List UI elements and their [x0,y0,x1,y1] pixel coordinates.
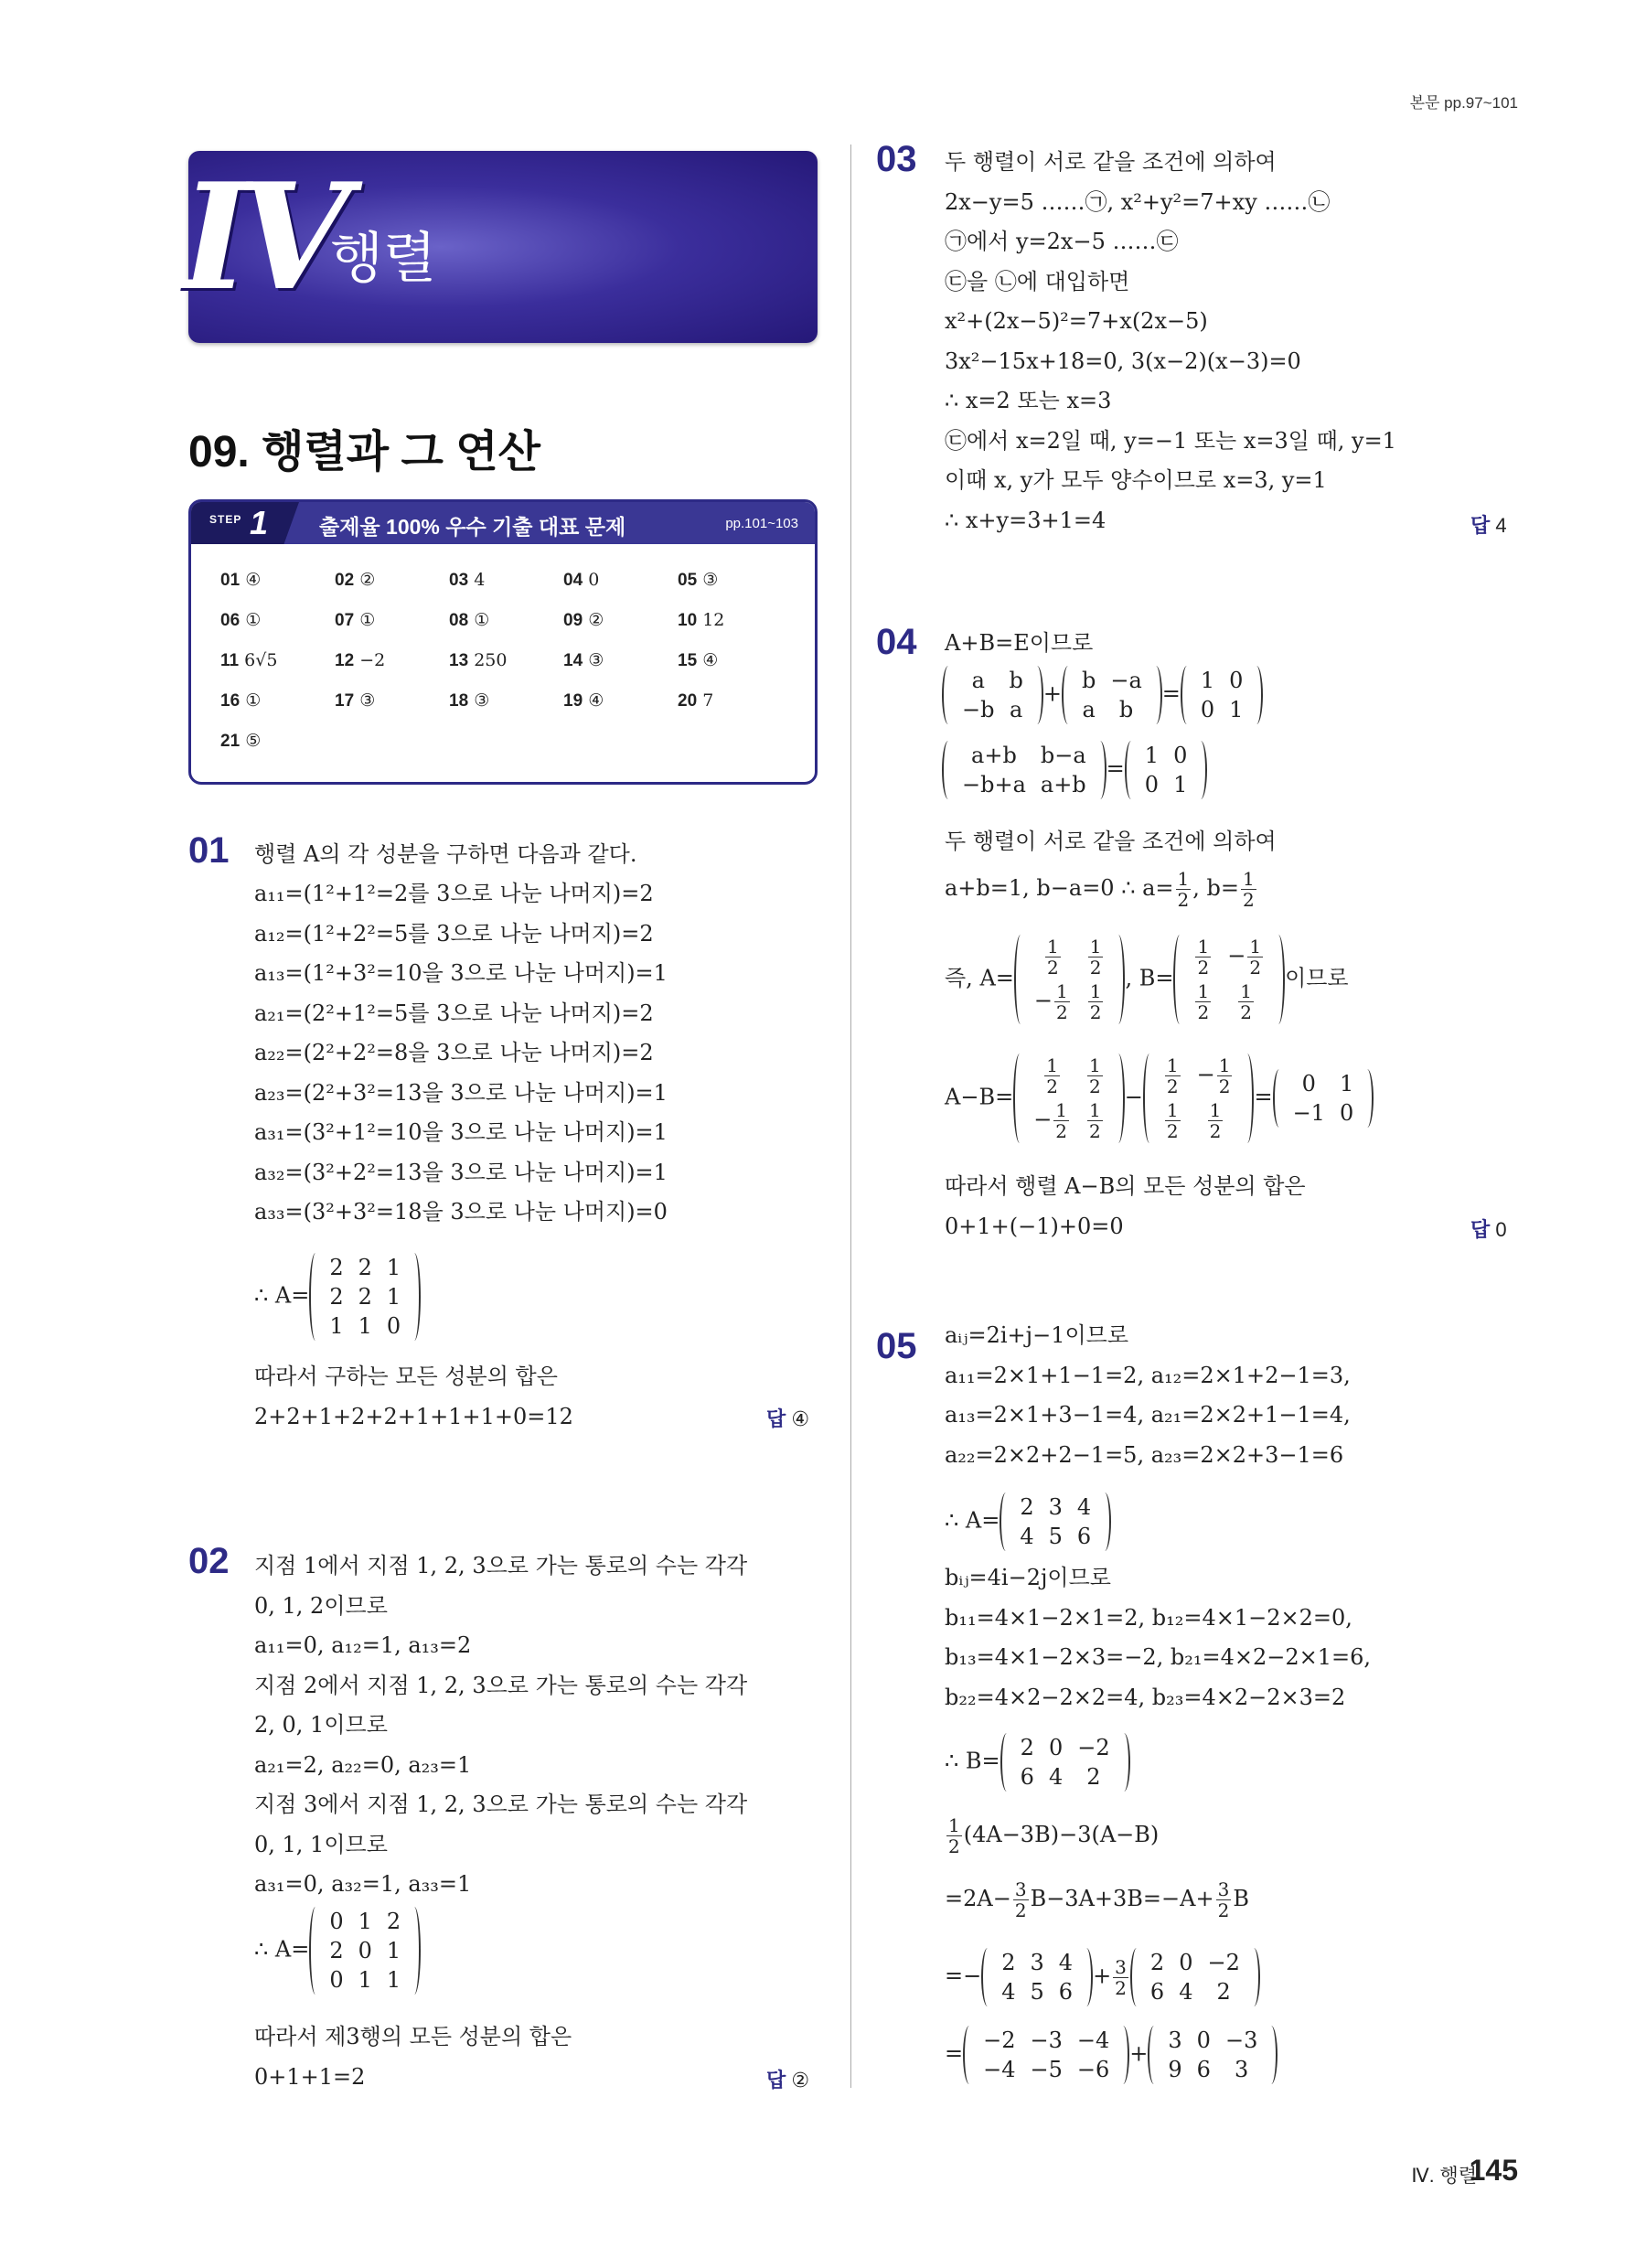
p05-line: a₂₂=2×2+2−1=5, a₂₃=2×2+3−1=6 [945,1441,1344,1468]
p05-matrix-neg-A: −2 −3 −4 −4 −5 −6 [963,2026,1129,2084]
p02-line: 2, 0, 1이므로 [254,1712,388,1738]
p05-line: a₁₃=2×1+3−1=4, a₂₁=2×2+1−1=4, [945,1402,1351,1428]
p05-line2: b₂₂=4×2−2×2=4, b₂₃=4×2−2×3=2 [945,1684,1346,1710]
p04-matrix-sum: a+b b−a −b+a a+b [942,741,1106,799]
answer-cell: 19 ④ [563,690,604,711]
p02-conclusion: 따라서 제3행의 모든 성분의 합은 [254,2024,572,2049]
p05-matrix-B-line: ∴ B= 2 0 −2 6 4 2 [945,1733,1130,1792]
p03-line: 이때 x, y가 모두 양수이므로 x=3, y=1 [945,467,1327,493]
problem-number-05: 05 [876,1326,917,1366]
p03-line: ㉠에서 y=2x−5 ……㉢ [945,229,1179,254]
step-title: 출제율 100% 우수 기출 대표 문제 [319,515,626,539]
p03-line: ∴ x=2 또는 x=3 [945,388,1112,413]
problem-number-02: 02 [188,1541,230,1581]
p02-line: 지점 1에서 지점 1, 2, 3으로 가는 통로의 수는 각각 [254,1553,748,1578]
p04-line3: 두 행렬이 서로 같을 조건에 의하여 [945,829,1277,854]
p05-expr4: = −2 −3 −4 −4 −5 −6 + 3 0 −3 9 6 3 [945,2026,1278,2084]
p04-matrix-A: $\frac{1}{2}$ $\frac{1}{2}$ − $\frac{1}{2}$ $\frac{1}{2}$ [1014,935,1126,1024]
step-word: STEP [209,513,242,526]
p04-line7: 따라서 행렬 A−B의 모든 성분의 합은 [945,1173,1306,1199]
p03-line: ∴ x+y=3+1=4 [945,507,1106,533]
p05-line: a₁₁=2×1+1−1=2, a₁₂=2×1+2−1=3, [945,1362,1351,1388]
answer-cell: 17 ③ [335,690,376,711]
answer-cell: 20 7 [678,690,714,711]
p05-line2: bᵢⱼ=4i−2j이므로 [945,1565,1111,1590]
p02-matrix: 0 1 2 2 0 1 0 1 1 [309,1907,421,1995]
answer-cell: 07 ① [335,610,376,630]
p02-line: 지점 3에서 지점 1, 2, 3으로 가는 통로의 수는 각각 [254,1792,748,1817]
p05-expr3: =− 2 3 4 4 5 6 + $\frac{3}{2}$ 2 0 −2 6 4 2 [945,1948,1260,2006]
p02-line: 지점 2에서 지점 1, 2, 3으로 가는 통로의 수는 각각 [254,1672,748,1698]
answer-cell: 16 ① [220,690,262,711]
answer-cell: 02 ② [335,570,376,590]
problem-number-01: 01 [188,830,230,871]
p01-matrix-line: ∴ A= 2 2 1 2 2 1 1 1 0 [254,1253,421,1341]
step-header [191,502,815,544]
p02-line: 0, 1, 1이므로 [254,1831,388,1857]
problem-number-04: 04 [876,622,917,662]
p03-answer: 답 4 [1470,514,1507,537]
p02-answer: 답 ② [766,2069,810,2091]
p04-line8: 0+1+(−1)+0=0 [945,1214,1124,1239]
p05-line2: b₁₁=4×1−2×1=2, b₁₂=4×1−2×2=0, [945,1604,1352,1631]
p02-matrix-line: ∴ A= 0 1 2 2 0 1 0 1 1 [254,1907,421,1995]
p04-line1: A+B=E이므로 [945,630,1094,656]
step-answer-box [188,499,818,785]
p01-answer: 답 ④ [766,1407,810,1430]
p05-matrix-B-copy: 2 0 −2 6 4 2 [1130,1948,1260,2006]
p02-line: a₂₁=2, a₂₂=0, a₂₃=1 [254,1751,472,1778]
answer-cell: 12 −2 [335,650,386,670]
p01-row: a₂₃=(2²+3²=13을 3으로 나눈 나머지)=1 [254,1079,668,1106]
chapter-title: 행렬 [330,228,436,289]
p01-row: a₂₂=(2²+2²=8을 3으로 나눈 나머지)=2 [254,1040,654,1065]
p04-matrix-e: 1 0 0 1 [1181,666,1264,724]
p02-line: a₃₁=0, a₃₂=1, a₃₃=1 [254,1871,472,1897]
p01-row: a₁₂=(1²+2²=5를 3으로 나눈 나머지)=2 [254,920,654,947]
page-reference: 본문 pp.97~101 [1409,94,1518,112]
p03-line: ㉢을 ㉡에 대입하면 [945,268,1130,294]
answer-cell: 13 250 [449,650,508,670]
p04-matrix-b: b −a a b [1062,666,1162,724]
p04-line4: a+b=1, b−a=0 ∴ a= $\frac{1}{2}$ , b= $\frac{1}{2}$ [945,868,1255,911]
answer-cell: 01 ④ [220,570,262,590]
p02-line: a₁₁=0, a₁₂=1, a₁₃=2 [254,1632,472,1658]
p01-row: a₃₃=(3²+3²=18을 3으로 나눈 나머지)=0 [254,1199,668,1225]
p04-matrix-B-copy: $\frac{1}{2}$ − $\frac{1}{2}$ $\frac{1}{2}$ $\frac{1}{2}$ [1143,1054,1255,1143]
p05-matrix-A: 2 3 4 4 5 6 [1000,1492,1111,1551]
answer-cell: 18 ③ [449,690,490,711]
p04-line5: 즉, A= $\frac{1}{2}$ $\frac{1}{2}$ − $\frac{1}{2}$ $\frac{1}{2}$ , B= $\frac{1}{2}$ − $\frac{1}{2}$ $\frac{1}{2}$ $\frac{1}{2}$ 이므로 [945,936,1349,1023]
section-title: 09. 행렬과 그 연산 [188,428,540,476]
p05-matrix-scaled-B: 3 0 −3 9 6 3 [1148,2026,1278,2084]
p05-line: aᵢⱼ=2i+j−1이므로 [945,1322,1129,1348]
answer-cell: 10 12 [678,610,725,630]
answer-cell: 11 6√5 [220,650,278,670]
p01-row: a₃₂=(3²+2²=13을 3으로 나눈 나머지)=1 [254,1159,668,1185]
p01-intro: 행렬 A의 각 성분을 구하면 다음과 같다. [254,841,637,867]
p04-matrix-result: 0 1 −1 0 [1273,1069,1374,1128]
p04-matrix-e2: 1 0 0 1 [1125,741,1208,799]
p03-line: ㉢에서 x=2일 때, y=−1 또는 x=3일 때, y=1 [945,427,1396,454]
p03-line: 3x²−15x+18=0, 3(x−2)(x−3)=0 [945,348,1301,374]
answer-cell: 09 ② [563,610,604,630]
problem-number-03: 03 [876,139,917,179]
answer-cell: 14 ③ [563,650,604,670]
p01-sum: 2+2+1+2+2+1+1+1+0=12 [254,1404,573,1429]
p05-line2: b₁₃=4×1−2×3=−2, b₂₁=4×2−2×1=6, [945,1644,1371,1670]
p04-matrix-B: $\frac{1}{2}$ − $\frac{1}{2}$ $\frac{1}{2}$ $\frac{1}{2}$ [1173,935,1285,1024]
p01-row: a₂₁=(2²+1²=5를 3으로 나눈 나머지)=2 [254,1000,654,1026]
answer-cell: 06 ① [220,610,262,630]
footer-section: Ⅳ. 행렬 [1411,2166,1477,2187]
p01-conclusion: 따라서 구하는 모든 성분의 합은 [254,1364,558,1389]
p01-matrix: 2 2 1 2 2 1 1 1 0 [309,1253,421,1341]
p03-line: x²+(2x−5)²=7+x(2x−5) [945,308,1208,334]
p05-matrix-A-copy: 2 3 4 4 5 6 [981,1948,1093,2006]
p01-row: a₃₁=(3²+1²=10을 3으로 나눈 나머지)=1 [254,1119,668,1145]
footer-page-number: 145 [1469,2154,1518,2187]
answer-cell: 05 ③ [678,570,719,590]
chapter-number: IV [181,151,337,323]
step-pages: pp.101~103 [725,516,798,531]
p05-matrix-A-line: ∴ A= 2 3 4 4 5 6 [945,1492,1111,1551]
p04-eq1: a b −b a + b −a a b = 1 0 0 1 [942,666,1263,724]
p04-answer: 답 0 [1470,1218,1507,1241]
step-number: 1 [250,504,269,541]
p04-matrix-a: a b −b a [942,666,1043,724]
answer-cell: 15 ④ [678,650,719,670]
answer-cell: 08 ① [449,610,490,630]
p02-line: 0, 1, 2이므로 [254,1592,388,1619]
answer-cell: 21 ⑤ [220,731,262,751]
answers-grid [220,570,792,754]
p02-sum: 0+1+1=2 [254,2064,366,2090]
p05-expr2: =2A− $\frac{3}{2}$ B−3A+3B=−A+ $\frac{3}{2}$ B [945,1878,1249,1921]
p04-line6: A−B= $\frac{1}{2}$ $\frac{1}{2}$ − $\frac{1}{2}$ $\frac{1}{2}$ − $\frac{1}{2}$ − $\frac{1}{2}$ $\frac{1}{2}$ $\frac{1}{2}$ = 0 1 −1 0 [945,1054,1374,1143]
p05-matrix-B: 2 0 −2 6 4 2 [1000,1733,1130,1792]
p01-row: a₁₁=(1²+1²=2를 3으로 나눈 나머지)=2 [254,881,654,906]
column-divider [850,144,851,2088]
answer-cell: 03 4 [449,570,486,590]
chapter-banner [181,151,818,343]
p04-eq2: a+b b−a −b+a a+b = 1 0 0 1 [942,741,1207,799]
p05-expr1: $\frac{1}{2}$ (4A−3B)−3(A−B) [948,1814,1160,1857]
p04-matrix-A-copy: $\frac{1}{2}$ $\frac{1}{2}$ − $\frac{1}{2}$ $\frac{1}{2}$ [1013,1054,1125,1143]
p01-row: a₁₃=(1²+3²=10을 3으로 나눈 나머지)=1 [254,960,668,986]
step-tag [191,502,299,544]
p03-line: 두 행렬이 서로 같을 조건에 의하여 [945,149,1277,175]
p03-line: 2x−y=5 ……㉠, x²+y²=7+xy ……㉡ [945,188,1331,215]
answer-cell: 04 0 [563,570,600,590]
